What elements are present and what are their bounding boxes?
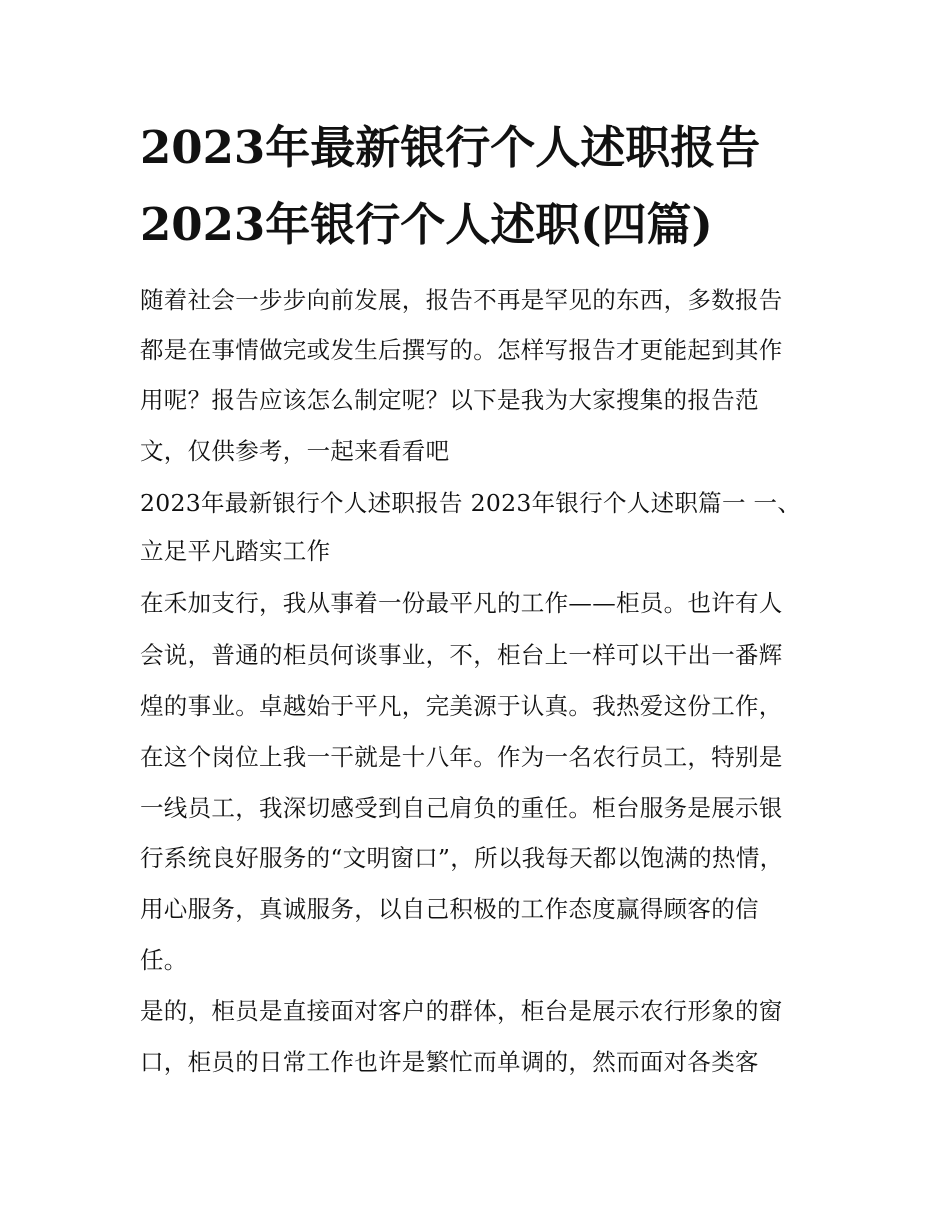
body-text-line: 煌的事业。卓越始于平凡，完美源于认真。我热爱这份工作， [140, 692, 783, 720]
body-text-line: 会说，普通的柜员何谈事业，不，柜台上一样可以干出一番辉 [140, 641, 783, 669]
body-text-line: 一线员工，我深切感受到自己肩负的重任。柜台服务是展示银 [140, 794, 783, 822]
body-text-line: 是的，柜员是直接面对客户的群体，柜台是展示农行形象的窗 [140, 997, 783, 1025]
body-text-line: 用心服务，真诚服务，以自己积极的工作态度赢得顾客的信 [140, 895, 759, 923]
body-text-line: 在禾加支行，我从事着一份最平凡的工作——柜员。也许有人 [140, 589, 783, 617]
body-text-line: 2023年最新银行个人述职报告 2023年银行个人述职篇一 一、 [140, 489, 802, 517]
body-text-line: 行系统良好服务的“文明窗口”，所以我每天都以饱满的热情， [140, 844, 784, 872]
body-text-line: 文，仅供参考，一起来看看吧 [140, 437, 450, 465]
document-title-line-2: 2023年银行个人述职(四篇) [140, 198, 713, 251]
body-text-line: 用呢？报告应该怎么制定呢？以下是我为大家搜集的报告范 [140, 386, 759, 414]
body-text-line: 随着社会一步步向前发展，报告不再是罕见的东西，多数报告 [140, 286, 783, 314]
body-text-line: 都是在事情做完或发生后撰写的。怎样写报告才更能起到其作 [140, 336, 783, 364]
body-text-line: 在这个岗位上我一干就是十八年。作为一名农行员工，特别是 [140, 743, 783, 771]
body-text-line: 任。 [140, 946, 188, 974]
body-text-line: 口，柜员的日常工作也许是繁忙而单调的，然而面对各类客 [140, 1048, 759, 1076]
body-text-line: 立足平凡踏实工作 [140, 537, 331, 565]
document-title-line-1: 2023年最新银行个人述职报告 [140, 121, 761, 174]
